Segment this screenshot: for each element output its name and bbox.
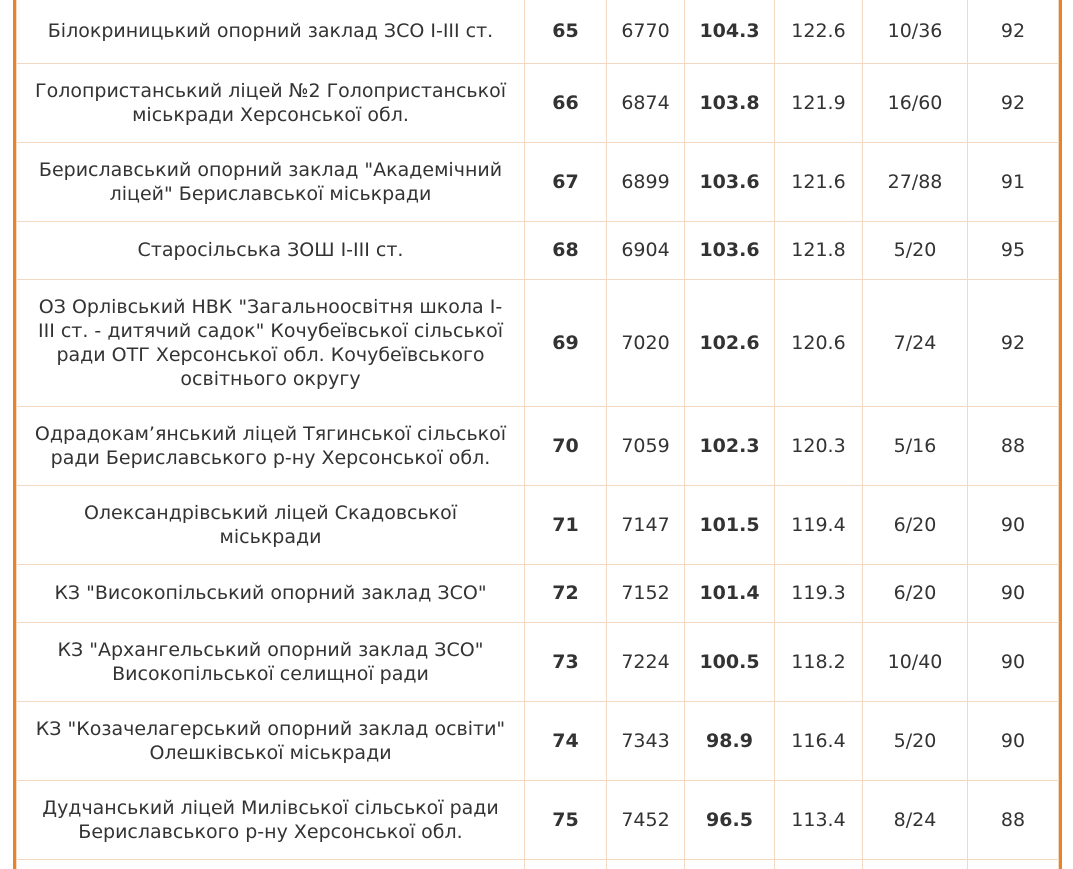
- table-row: [17, 0, 1059, 63]
- school-name-cell: Білокриницький опорний заклад ЗСО І-ІІІ ст.: [17, 0, 525, 63]
- score-cell: 103.6: [685, 221, 775, 279]
- score2-cell: 120.6: [775, 279, 863, 406]
- ratio-cell: 8/24: [863, 780, 968, 859]
- empty-cell: [525, 859, 607, 869]
- ratio-cell: 5/20: [863, 221, 968, 279]
- table-row: [17, 221, 1059, 279]
- school-name-cell: КЗ "Козачелагерський опорний заклад освіти" Олешківської міськради: [17, 701, 525, 780]
- table-row: [17, 406, 1059, 485]
- school-name-cell: Голопристанський ліцей №2 Голопристанської міськради Херсонської обл.: [17, 63, 525, 142]
- id-cell: 7452: [607, 780, 685, 859]
- id-cell: 7059: [607, 406, 685, 485]
- last-cell: 88: [968, 780, 1059, 859]
- score2-cell: 116.4: [775, 701, 863, 780]
- table-row: [17, 701, 1059, 780]
- table-row: [17, 63, 1059, 142]
- last-cell: 92: [968, 279, 1059, 406]
- score-cell: 101.4: [685, 564, 775, 622]
- score2-cell: 121.6: [775, 142, 863, 221]
- score2-cell: 119.4: [775, 485, 863, 564]
- id-cell: 6770: [607, 0, 685, 63]
- rank-cell: 68: [525, 221, 607, 279]
- score-cell: 100.5: [685, 622, 775, 701]
- rank-cell: 66: [525, 63, 607, 142]
- score2-cell: 121.8: [775, 221, 863, 279]
- ratio-cell: 27/88: [863, 142, 968, 221]
- score2-cell: 113.4: [775, 780, 863, 859]
- table-row: [17, 564, 1059, 622]
- rank-cell: 70: [525, 406, 607, 485]
- ratio-cell: 7/24: [863, 279, 968, 406]
- rank-cell: 65: [525, 0, 607, 63]
- score-cell: 102.6: [685, 279, 775, 406]
- score-cell: 96.5: [685, 780, 775, 859]
- school-name-cell: Олександрівський ліцей Скадовської міськради: [17, 485, 525, 564]
- school-ranking-table: [16, 0, 1059, 869]
- rank-cell: 67: [525, 142, 607, 221]
- score2-cell: 120.3: [775, 406, 863, 485]
- score-cell: 103.6: [685, 142, 775, 221]
- empty-cell: [775, 859, 863, 869]
- school-name-cell: Старосільська ЗОШ І-ІІІ ст.: [17, 221, 525, 279]
- last-cell: 88: [968, 406, 1059, 485]
- table-row: [17, 780, 1059, 859]
- score-cell: 101.5: [685, 485, 775, 564]
- empty-cell: [968, 859, 1059, 869]
- school-name-cell: Одрадокам’янський ліцей Тягинської сільської ради Бериславського р-ну Херсонської обл.: [17, 406, 525, 485]
- ratio-cell: 6/20: [863, 485, 968, 564]
- ratio-cell: 5/16: [863, 406, 968, 485]
- ratio-cell: 16/60: [863, 63, 968, 142]
- score-cell: 98.9: [685, 701, 775, 780]
- rank-cell: 74: [525, 701, 607, 780]
- id-cell: 7147: [607, 485, 685, 564]
- id-cell: 7020: [607, 279, 685, 406]
- last-cell: 90: [968, 701, 1059, 780]
- rank-cell: 73: [525, 622, 607, 701]
- rank-cell: 75: [525, 780, 607, 859]
- id-cell: 7343: [607, 701, 685, 780]
- table-row: [17, 279, 1059, 406]
- ratio-cell: 10/36: [863, 0, 968, 63]
- empty-cell: [685, 859, 775, 869]
- school-name-cell: Дудчанський ліцей Милівської сільської ради Бериславського р-ну Херсонської обл.: [17, 780, 525, 859]
- id-cell: 7224: [607, 622, 685, 701]
- score-cell: 102.3: [685, 406, 775, 485]
- ranking-table-frame: [13, 0, 1062, 869]
- score2-cell: 119.3: [775, 564, 863, 622]
- table-row: [17, 142, 1059, 221]
- rank-cell: 72: [525, 564, 607, 622]
- id-cell: 6899: [607, 142, 685, 221]
- table-row: [17, 485, 1059, 564]
- rank-cell: 69: [525, 279, 607, 406]
- id-cell: 7152: [607, 564, 685, 622]
- id-cell: 6874: [607, 63, 685, 142]
- school-name-cell: КЗ "Високопільський опорний заклад ЗСО": [17, 564, 525, 622]
- last-cell: 90: [968, 564, 1059, 622]
- score-cell: 103.8: [685, 63, 775, 142]
- ratio-cell: 5/20: [863, 701, 968, 780]
- empty-cell: [863, 859, 968, 869]
- empty-cell: [17, 859, 525, 869]
- ratio-cell: 10/40: [863, 622, 968, 701]
- school-name-cell: КЗ "Архангельський опорний заклад ЗСО" Високопільської селищної ради: [17, 622, 525, 701]
- ratio-cell: 6/20: [863, 564, 968, 622]
- school-name-cell: Бериславський опорний заклад "Академічний ліцей" Бериславської міськради: [17, 142, 525, 221]
- last-cell: 92: [968, 0, 1059, 63]
- score2-cell: 118.2: [775, 622, 863, 701]
- last-cell: 92: [968, 63, 1059, 142]
- last-cell: 91: [968, 142, 1059, 221]
- table-row: [17, 859, 1059, 869]
- score2-cell: 121.9: [775, 63, 863, 142]
- rank-cell: 71: [525, 485, 607, 564]
- id-cell: 6904: [607, 221, 685, 279]
- last-cell: 90: [968, 622, 1059, 701]
- score-cell: 104.3: [685, 0, 775, 63]
- last-cell: 95: [968, 221, 1059, 279]
- table-row: [17, 622, 1059, 701]
- school-name-cell: ОЗ Орлівський НВК "Загальноосвітня школа І-ІІІ ст. - дитячий садок" Кочубеївської сільської ради ОТГ Херсонської обл. Кочубеївського освітнього округу: [17, 279, 525, 406]
- score2-cell: 122.6: [775, 0, 863, 63]
- empty-cell: [607, 859, 685, 869]
- last-cell: 90: [968, 485, 1059, 564]
